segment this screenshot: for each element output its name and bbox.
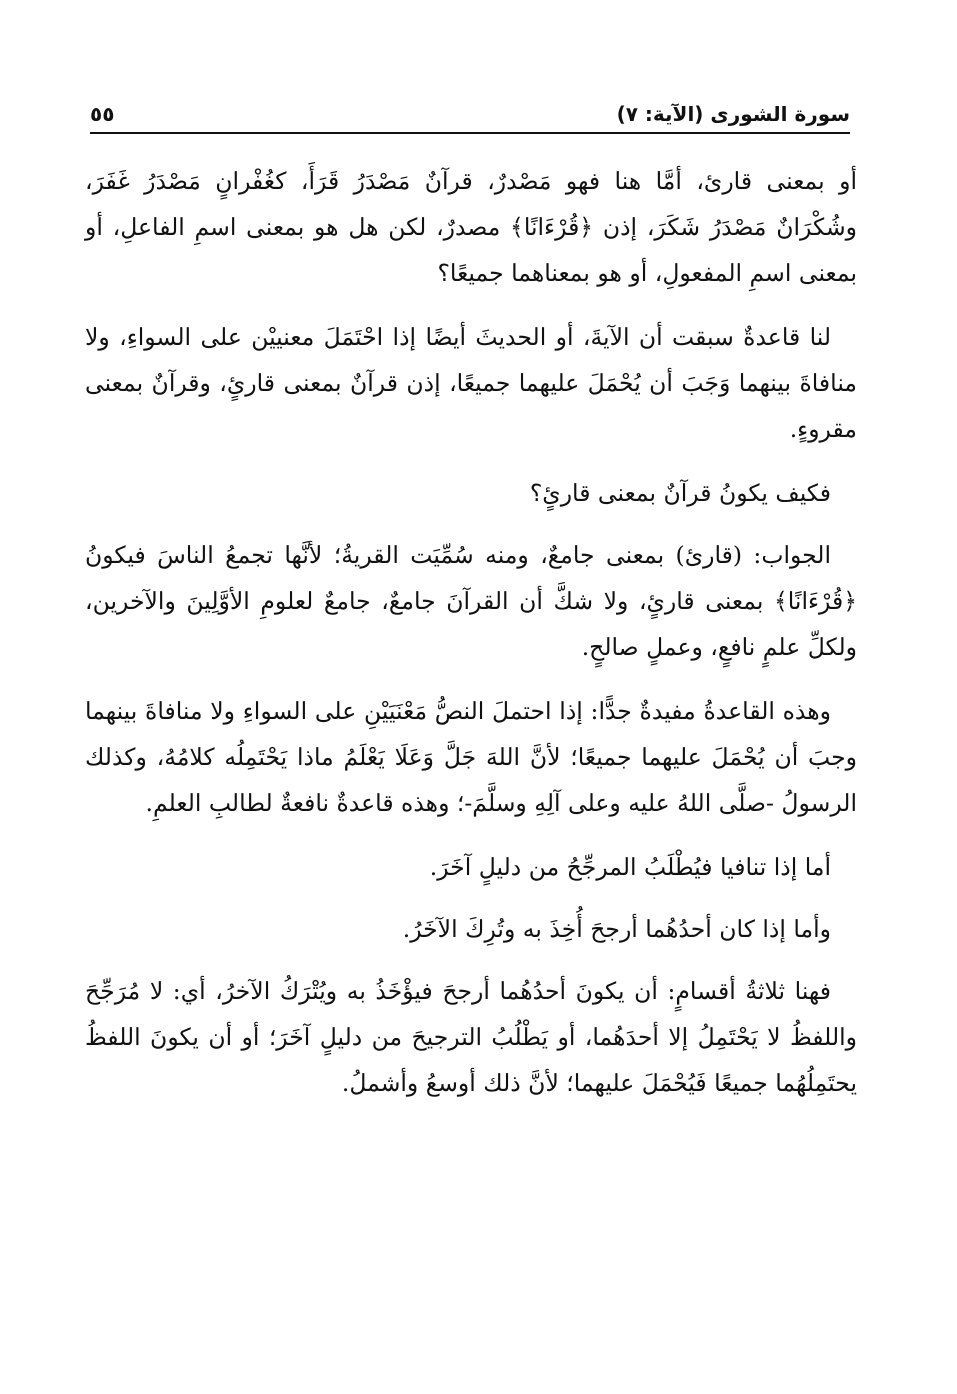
- paragraph-1: أو بمعنى قارئ، أمَّا هنا فهو مَصْدرٌ، قرآنٌ مَصْدَرُ قَرَأَ، كغُفْرانٍ مَصْدَرُ غَفَرَ، وشُكْرَانٌ مَصْدَرُ شَكَرَ، إذن ﴿قُرْءَانًا﴾ مصدرٌ، لكن هل هو بمعنى اسمِ الفاعلِ، أو بمعنى اسمِ المفعولِ، أو هو بمعناهما جميعًا؟: [85, 167, 857, 287]
- running-title: سورة الشورى (الآية: ٧): [616, 102, 850, 126]
- page-body: [85, 158, 857, 1124]
- paragraph-4: الجواب: (قارئ) بمعنى جامعٌ، ومنه سُمِّيَت القريةُ؛ لأنَّها تجمعُ الناسَ فيكونُ ﴿قُرْءَانًا﴾ بمعنى قارئٍ، ولا شكَّ أن القرآنَ جامعٌ، جامعٌ لعلومِ الأوَّلِينَ والآخرين، ولكلِّ علمٍ نافعٍ، وعملٍ صالحٍ.: [85, 541, 857, 661]
- paragraph-6: أما إذا تنافيا فيُطْلَبُ المرجِّحُ من دليلٍ آخَرَ.: [429, 853, 831, 881]
- paragraph-5: وهذه القاعدةُ مفيدةٌ جدًّا: إذا احتملَ النصُّ مَعْنَيَيْنِ على السواءِ ولا منافاةَ بينهما وجبَ أن يُحْمَلَ عليهما جميعًا؛ لأنَّ اللهَ جَلَّ وَعَلَا يَعْلَمُ ماذا يَحْتَمِلُه كلامُهُ، وكذلك الرسولُ -صلَّى اللهُ عليه وعلى آلِهِ وسلَّمَ-؛ وهذه قاعدةٌ نافعةٌ لطالبِ العلمِ.: [85, 697, 857, 817]
- header-rule: [90, 132, 850, 134]
- page-number: ٥٥: [90, 102, 115, 126]
- paragraph-8: فهنا ثلاثةُ أقسامٍ: أن يكونَ أحدُهُما أرجحَ فيؤْخَذُ به ويُتْرَكُ الآخرُ، أي: لا مُرَجِّحَ واللفظُ لا يَحْتَمِلُ إلا أحدَهُما، أو يَطْلُبُ الترجيحَ من دليلٍ آخَرَ؛ أو أن يكونَ اللفظُ يحتَمِلُهُما جميعًا فَيُحْمَلَ عليهما؛ لأنَّ ذلك أوسعُ وأشملُ.: [85, 977, 857, 1097]
- paragraph-3: فكيف يكونُ قرآنٌ بمعنى قارئٍ؟: [529, 479, 831, 507]
- paragraph-7: وأما إذا كان أحدُهُما أرجحَ أُخِذَ به وتُرِكَ الآخَرُ.: [402, 915, 831, 943]
- paragraph-2: لنا قاعدةٌ سبقت أن الآيةَ، أو الحديثَ أيضًا إذا احْتَمَلَ معنييْن على السواءِ، ولا منافاةَ بينهما وَجَبَ أن يُحْمَلَ عليهما جميعًا، إذن قرآنٌ بمعنى قارئٍ، وقرآنٌ بمعنى مقروءٍ.: [85, 323, 857, 443]
- page-header: [90, 100, 850, 134]
